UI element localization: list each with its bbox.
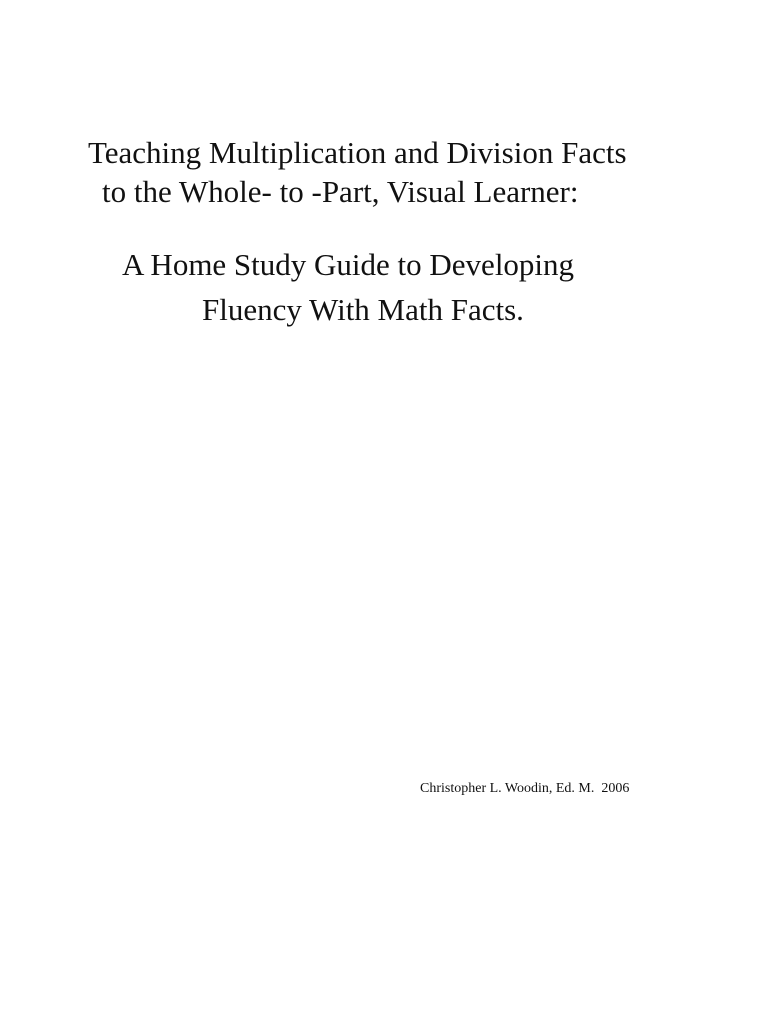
subtitle-line-1: A Home Study Guide to Developing	[122, 247, 575, 282]
subtitle-line-2: Fluency With Math Facts.	[202, 292, 524, 327]
title-line-1: Teaching Multiplication and Division Facts	[88, 135, 627, 170]
title-line-2: to the Whole- to -Part, Visual Learner:	[102, 174, 579, 209]
author-credit: Christopher L. Woodin, Ed. M. 2006	[420, 781, 630, 796]
